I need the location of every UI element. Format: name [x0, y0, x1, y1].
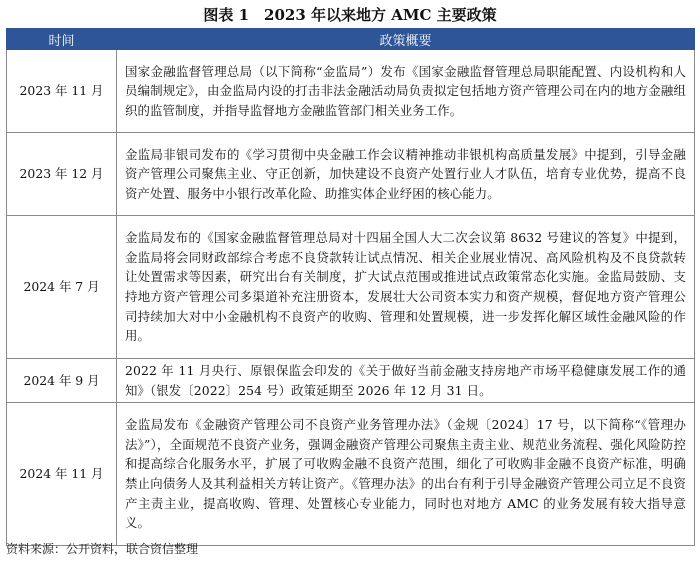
table-row: [7, 359, 695, 403]
table-header-row: [7, 29, 695, 50]
row-content: 2022 年 11 月央行、原银保监会印发的《关于做好当前金融支持房地产市场平稳健康发展工作的通知》（银发〔2022〕254 号）政策延期至 2026 年 12 月 31 日。: [117, 359, 695, 403]
row-time: 2024 年 11 月: [7, 403, 117, 546]
policy-table-container: [6, 28, 694, 546]
table-row: [7, 216, 695, 359]
row-time: 2023 年 11 月: [7, 50, 117, 133]
policy-table: [6, 28, 695, 546]
row-content: 金监局非银司发布的《学习贯彻中央金融工作会议精神推动非银机构高质量发展》中提到，引导金融资产管理公司聚焦主业、守正创新，加快建设不良资产处置行业人才队伍，培育专业优势，提高不良资产处置、服务中小银行改革化险、助推实体企业纾困的核心能力。: [117, 133, 695, 216]
row-content: 金监局发布《金融资产管理公司不良资产业务管理办法》（金规〔2024〕17 号，以下简称“《管理办法》”），全面规范不良资产业务，强调金融资产管理公司聚焦主责主业、规范业务流程、强化风险防控和提高综合化服务水平，扩展了可收购金融不良资产范围，细化了可收购非金融不良资产标准，明确禁止向债务人及其利益相关方转让资产。《管理办法》的出台有利于引导金融资产管理公司立足不良资产主责主业，提高收购、管理、处置核心专业能力，同时也对地方 AMC 的业务发展有较大指导意义。: [117, 403, 695, 546]
table-row: [7, 403, 695, 546]
row-time: 2024 年 7 月: [7, 216, 117, 359]
table-row: [7, 50, 695, 133]
figure-title: 图表 1 2023 年以来地方 AMC 主要政策: [203, 6, 497, 24]
source-note: 资料来源：公开资料，联合资信整理: [6, 542, 199, 556]
table-row: [7, 133, 695, 216]
row-time: 2023 年 12 月: [7, 133, 117, 216]
header-time: 时间: [7, 29, 117, 50]
row-time: 2024 年 9 月: [7, 359, 117, 403]
header-policy-summary: 政策概要: [117, 29, 695, 50]
row-content: 金监局发布的《国家金融监督管理总局对十四届全国人大二次会议第 8632 号建议的答复》中提到，金监局将会同财政部综合考虑不良贷款转让试点情况、相关企业展业情况、高风险机构及不良贷款转让处置需求等因素，研究出台有关制度，扩大试点范围或推进试点政策常态化实施。金监局鼓励、支持地方资产管理公司多渠道补充注册资本，发展壮大公司资本实力和资产规模，督促地方资产管理公司持续加大对中小金融机构不良资产的收购、管理和处置规模，进一步发挥化解区域性金融风险的作用。: [117, 216, 695, 359]
row-content: 国家金融监督管理总局（以下简称“金监局”）发布《国家金融监督管理总局职能配置、内设机构和人员编制规定》，由金监局内设的打击非法金融活动局负责拟定包括地方资产管理公司在内的地方金融组织的监管制度，并指导监督地方金融监管部门相关业务工作。: [117, 50, 695, 133]
